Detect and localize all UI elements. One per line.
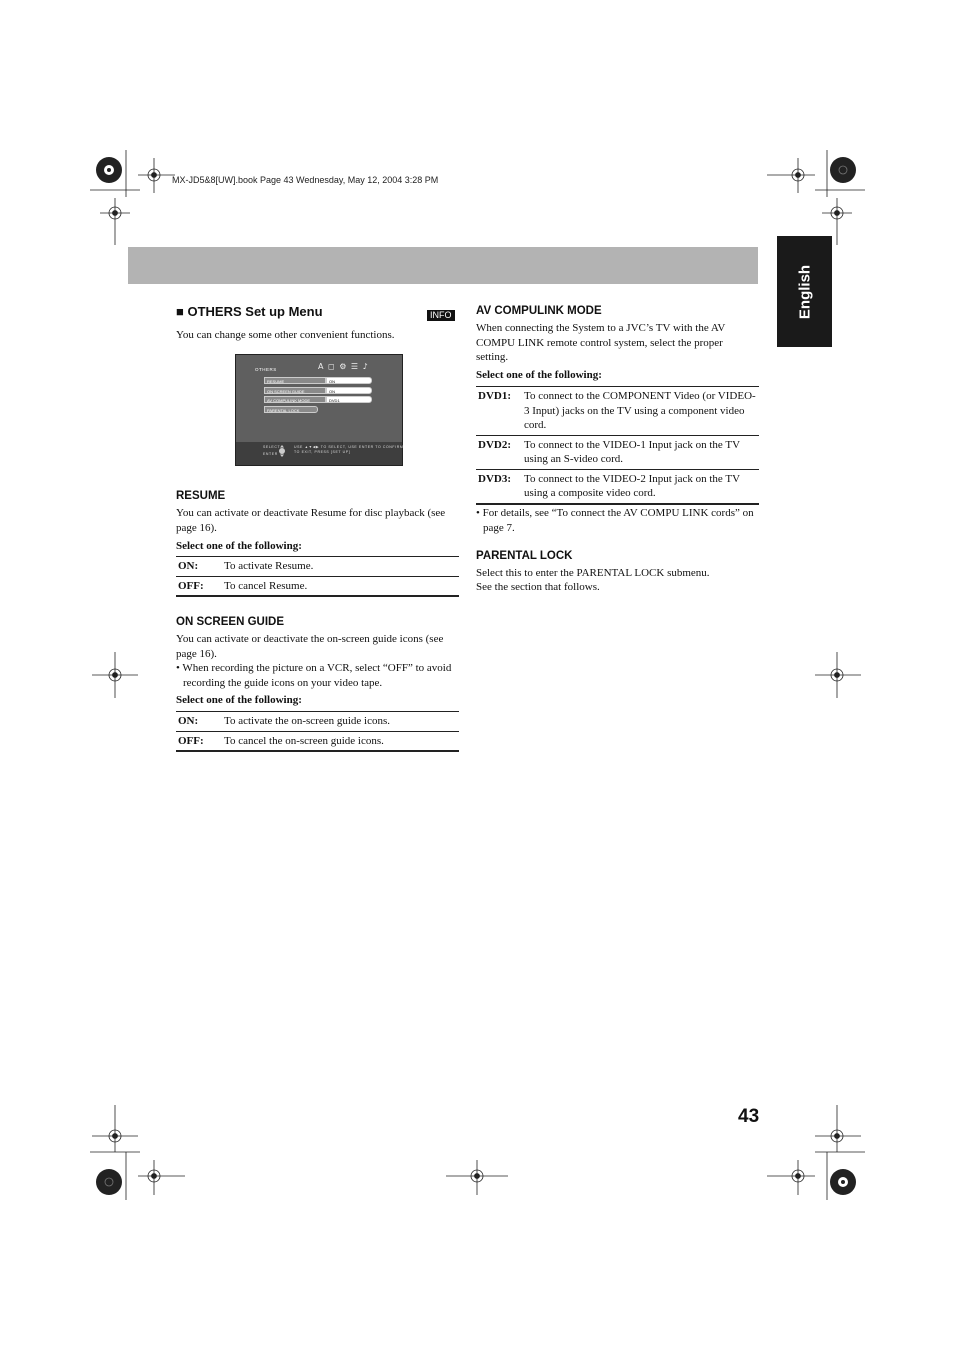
others-menu-screen (235, 354, 403, 466)
option-desc: To connect to the VIDEO-1 Input jack on the TV using an S-video cord. (522, 435, 759, 469)
option-desc: To cancel the on-screen guide icons. (222, 731, 459, 751)
screen-row-value: ON (326, 387, 372, 394)
file-header: MX-JD5&8[UW].book Page 43 Wednesday, May 12, 2004 3:28 PM (172, 175, 439, 185)
option-key: DVD3: (476, 469, 522, 504)
screen-footer (236, 442, 402, 465)
resume-select-label: Select one of the following: (176, 540, 302, 552)
section-intro: You can change some other convenient functions. (176, 329, 395, 341)
info-badge: INFO (427, 310, 455, 321)
table-row (176, 731, 459, 751)
table-row (176, 557, 459, 577)
option-desc: To cancel Resume. (222, 576, 459, 596)
screen-title: OTHERS (255, 367, 277, 372)
table-row (176, 712, 459, 732)
parental-lock-line1: Select this to enter the PARENTAL LOCK submenu. (476, 567, 710, 579)
screen-row (264, 396, 374, 403)
option-key: OFF: (176, 731, 222, 751)
screen-row (264, 406, 374, 413)
dpad-icon (277, 445, 287, 457)
option-key: DVD2: (476, 435, 522, 469)
osg-bullet: • When recording the picture on a VCR, select “OFF” to avoid recording the guide icons on your video tape. (176, 662, 452, 689)
header-bar (128, 247, 758, 284)
screen-footer-select: SELECT (263, 445, 281, 449)
option-desc: To connect to the VIDEO-2 Input jack on the TV using a composite video cord. (522, 469, 759, 504)
screen-menu-list (264, 377, 374, 413)
language-tab (777, 236, 832, 347)
avcl-heading: AV COMPULINK MODE (476, 305, 602, 317)
option-desc: To activate the on-screen guide icons. (222, 712, 459, 732)
screen-row-value: ON (326, 377, 372, 384)
page-number: 43 (738, 1106, 760, 1127)
resume-heading: RESUME (176, 490, 226, 502)
screen-row-value: DVD1 (326, 396, 372, 403)
section-title-text: OTHERS Set up Menu (187, 304, 323, 319)
option-key: ON: (176, 557, 222, 577)
section-title (176, 304, 323, 319)
parental-lock-line2: See the section that follows. (476, 581, 600, 593)
avcl-options-table (476, 386, 759, 505)
screen-row-label: AV COMPULINK MODE (264, 396, 326, 403)
screen-row-label: RESUME (264, 377, 326, 384)
osg-options-table (176, 711, 459, 752)
screen-row-label: ON SCREEN GUIDE (264, 387, 326, 394)
screen-menu-icons: A ◻ ⚙ ☰ ♪ (318, 362, 369, 371)
screen-row-label: PARENTAL LOCK (264, 406, 318, 413)
resume-options-table (176, 556, 459, 597)
option-key: ON: (176, 712, 222, 732)
table-row (476, 435, 759, 469)
avcl-note: • For details, see “To connect the AV COMPU LINK cords” on page 7. (476, 507, 754, 534)
resume-body: You can activate or deactivate Resume for disc playback (see page 16). (176, 507, 446, 534)
table-row (476, 387, 759, 436)
option-key: DVD1: (476, 387, 522, 436)
osg-body: You can activate or deactivate the on-screen guide icons (see page 16). (176, 633, 444, 660)
avcl-body: When connecting the System to a JVC’s TV with the AV COMPU LINK remote control system, select the proper setting. (476, 322, 726, 363)
bullet-square: ■ (176, 304, 184, 319)
osg-heading: ON SCREEN GUIDE (176, 616, 284, 628)
option-desc: To activate Resume. (222, 557, 459, 577)
table-row (476, 469, 759, 504)
screen-footer-line1: USE ▲▼◀▶ TO SELECT, USE ENTER TO CONFIRM (294, 445, 404, 449)
parental-lock-heading: PARENTAL LOCK (476, 550, 573, 562)
avcl-select-label: Select one of the following: (476, 369, 602, 381)
option-desc: To connect to the COMPONENT Video (or VIDEO-3 Input) jacks on the TV using a component video cord. (522, 387, 759, 436)
option-key: OFF: (176, 576, 222, 596)
language-tab-label: English (796, 264, 813, 319)
screen-row (264, 377, 374, 384)
osg-select-label: Select one of the following: (176, 694, 302, 706)
screen-footer-enter: ENTER (263, 452, 278, 456)
table-row (176, 576, 459, 596)
screen-row (264, 387, 374, 394)
screen-footer-line2: TO EXIT, PRESS [SET UP] (294, 450, 351, 454)
